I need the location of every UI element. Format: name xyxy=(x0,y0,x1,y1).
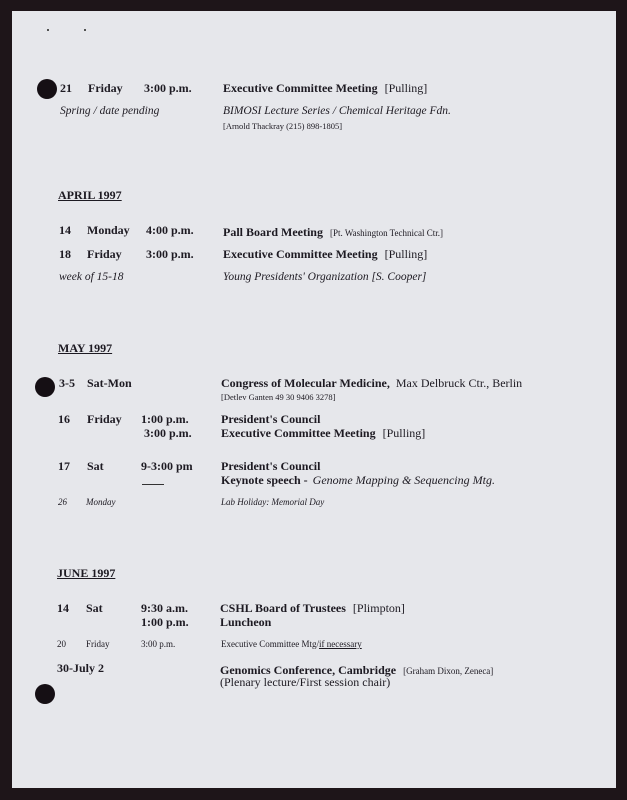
punch-hole xyxy=(35,377,55,397)
event-time: 3:00 p.m. xyxy=(141,639,176,649)
event-entry xyxy=(221,376,522,391)
event-day: 14 xyxy=(59,223,71,237)
event-time: 3:00 p.m. xyxy=(144,426,192,440)
event-weekday: Monday xyxy=(86,497,116,507)
event-note: [Plimpton] xyxy=(352,601,405,615)
event-entry xyxy=(223,81,427,96)
event-condition: if necessary xyxy=(318,639,362,649)
event-day: 20 xyxy=(57,639,66,649)
speck-mark xyxy=(84,29,86,31)
event-time: 1:00 p.m. xyxy=(141,615,189,629)
event-title: Young Presidents' Organization [S. Cooper] xyxy=(223,271,427,283)
event-time: 9:30 a.m. xyxy=(141,601,188,615)
event-when: week of 15-18 xyxy=(59,271,124,283)
event-title: President's Council xyxy=(221,459,321,473)
event-weekday: Monday xyxy=(87,223,130,237)
event-entry xyxy=(223,223,443,241)
event-title: Executive Committee Meeting xyxy=(223,81,378,95)
event-entry xyxy=(221,473,495,488)
event-time: 9-3:00 pm xyxy=(141,459,193,473)
event-note: [Detlev Ganten 49 30 9406 3278] xyxy=(221,392,336,402)
event-day: 3-5 xyxy=(59,376,75,390)
punch-hole xyxy=(37,79,57,99)
event-note: [Pulling] xyxy=(384,247,428,261)
event-note: [Arnold Thackray (215) 898-1805] xyxy=(223,121,343,131)
event-subtitle: (Plenary lecture/First session chair) xyxy=(220,675,391,689)
event-time: 3:00 p.m. xyxy=(146,247,194,261)
event-day: 14 xyxy=(57,601,69,615)
event-time: 1:00 p.m. xyxy=(141,412,189,426)
event-day: 16 xyxy=(58,412,70,426)
event-entry xyxy=(221,426,425,441)
event-weekday: Friday xyxy=(86,639,110,649)
event-weekday: Friday xyxy=(88,81,123,95)
event-note: [Graham Dixon, Zeneca] xyxy=(403,666,494,676)
speck-mark xyxy=(47,29,49,31)
event-when: Spring / date pending xyxy=(60,105,160,117)
event-title: Genomics Conference, Cambridge xyxy=(220,663,397,677)
month-header: APRIL 1997 xyxy=(58,188,122,202)
event-day: 17 xyxy=(58,459,70,473)
event-weekday: Sat-Mon xyxy=(87,376,132,390)
event-title: Executive Committee Meeting xyxy=(221,426,376,440)
event-time: 3:00 p.m. xyxy=(144,81,192,95)
event-weekday: Friday xyxy=(87,412,122,426)
event-weekday: Sat xyxy=(86,601,103,615)
event-day: 30-July 2 xyxy=(57,661,105,675)
event-entry xyxy=(223,247,427,262)
month-header: MAY 1997 xyxy=(58,341,113,355)
event-title: Executive Committee Mtg/ xyxy=(221,639,319,649)
month-header: JUNE 1997 xyxy=(57,566,116,580)
event-title: Executive Committee Meeting xyxy=(223,247,378,261)
event-entry xyxy=(220,601,405,616)
event-weekday: Sat xyxy=(87,459,104,473)
event-entry xyxy=(221,639,362,649)
event-title: President's Council xyxy=(221,412,321,426)
event-title: BIMOSI Lecture Series / Chemical Heritage Fdn. xyxy=(223,105,451,117)
event-title: Keynote speech - xyxy=(221,473,308,487)
blank-line xyxy=(142,484,164,485)
event-title: Lab Holiday: Memorial Day xyxy=(221,497,325,507)
event-note: [Pulling] xyxy=(382,426,426,440)
event-title: Pall Board Meeting xyxy=(223,225,323,239)
event-note: [Pt. Washington Technical Ctr.] xyxy=(329,228,444,238)
event-subject: Genome Mapping & Sequencing Mtg. xyxy=(312,473,495,487)
event-title: Luncheon xyxy=(220,615,272,629)
event-weekday: Friday xyxy=(87,247,122,261)
punch-hole xyxy=(35,684,55,704)
event-time: 4:00 p.m. xyxy=(146,223,194,237)
event-day: 18 xyxy=(59,247,71,261)
event-location: Max Delbruck Ctr., Berlin xyxy=(395,376,523,390)
event-day: 21 xyxy=(60,81,72,95)
event-title: Congress of Molecular Medicine, xyxy=(221,376,390,390)
event-note: [Pulling] xyxy=(384,81,428,95)
event-title: CSHL Board of Trustees xyxy=(220,601,346,615)
event-day: 26 xyxy=(58,497,67,507)
